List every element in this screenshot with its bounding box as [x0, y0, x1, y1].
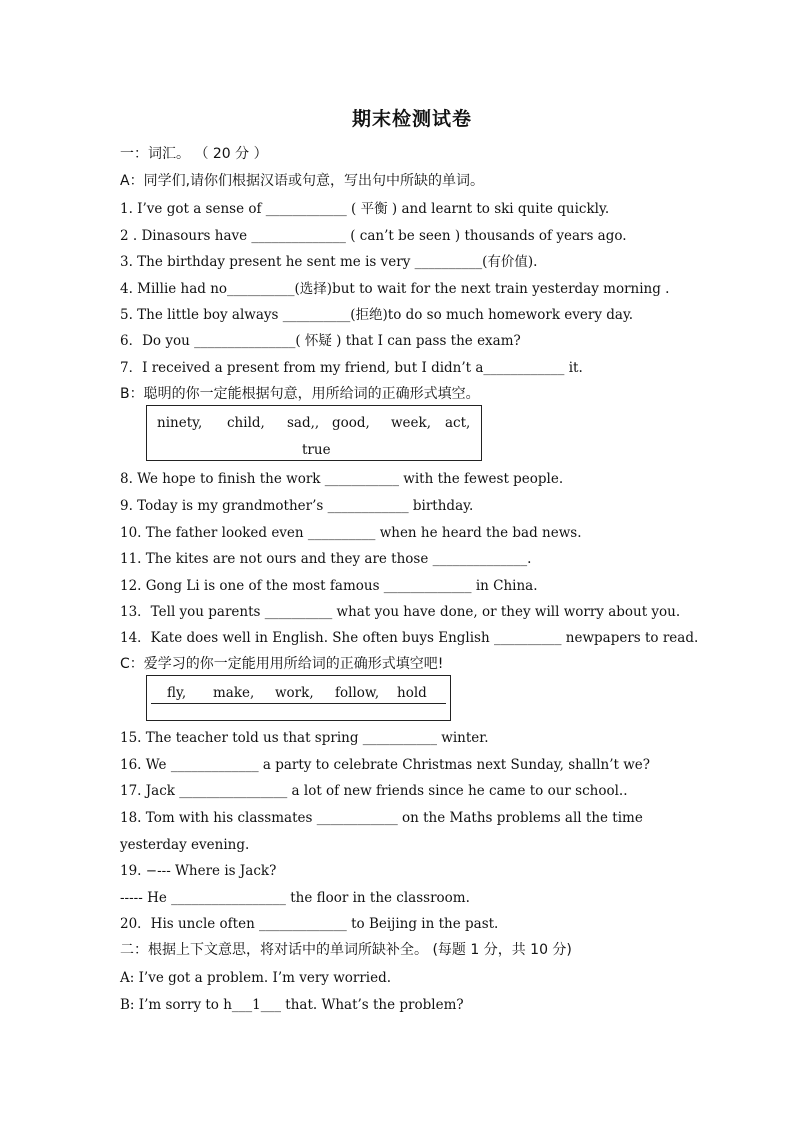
- question-3: 3. The birthday present he sent me is very __________(有价值).: [120, 254, 538, 270]
- word-bank-c: [146, 675, 451, 721]
- question-14: 14．Kate does well in English. She often buys English __________ newpapers to read.: [120, 630, 699, 646]
- word-bank-item: sad,,: [287, 415, 320, 431]
- question-16: 16. We _____________ a party to celebrate Christmas next Sunday, shalln’t we?: [120, 757, 651, 773]
- question-18: 18. Tom with his classmates ____________ on the Maths problems all the time: [120, 810, 643, 826]
- question-12: 12. Gong Li is one of the most famous _____________ in China.: [120, 578, 538, 594]
- question-20: 20．His uncle often _____________ to Beijing in the past.: [120, 916, 499, 932]
- word-bank-item: ninety,: [157, 415, 203, 431]
- word-bank-item: child,: [227, 415, 265, 431]
- question-10: 10. The father looked even __________ when he heard the bad news.: [120, 525, 582, 541]
- part-a-heading: A：同学们,请你们根据汉语或句意，写出句中所缺的单词。: [120, 173, 485, 189]
- question-7: 7．I received a present from my friend, but I didn’t a____________ it.: [120, 360, 583, 376]
- dialogue-line-a: A: I’ve got a problem. I’m very worried.: [120, 970, 392, 986]
- question-6: 6．Do you _______________( 怀疑 ) that I can pass the exam?: [120, 333, 521, 349]
- word-bank-item: make,: [213, 685, 255, 701]
- word-bank-item: act,: [445, 415, 471, 431]
- question-8: 8. We hope to finish the work ___________ with the fewest people.: [120, 471, 564, 487]
- question-13: 13．Tell you parents __________ what you have done, or they will worry about you.: [120, 604, 681, 620]
- word-bank-item: hold: [397, 685, 427, 701]
- question-4: 4. Millie had no__________(选择)but to wait for the next train yesterday morning .: [120, 281, 670, 297]
- section-1-heading: 一：词汇。 （ 20 分 ）: [120, 146, 268, 162]
- word-bank-b: [146, 405, 482, 461]
- page-title: 期末检测试卷: [351, 108, 472, 130]
- word-bank-item: follow,: [335, 685, 380, 701]
- part-b-heading: B：聪明的你一定能根据句意，用所给词的正确形式填空。: [120, 386, 480, 402]
- question-19-answer: ----- He _________________ the floor in the classroom.: [120, 890, 470, 906]
- question-1: 1. I’ve got a sense of ____________ ( 平衡 ) and learnt to ski quite quickly.: [120, 201, 610, 217]
- question-17: 17. Jack ________________ a lot of new friends since he came to our school..: [120, 783, 628, 799]
- question-5: 5. The little boy always __________(拒绝)to do so much homework every day.: [120, 307, 634, 323]
- question-19: 19. −--- Where is Jack?: [120, 863, 277, 879]
- question-18-continued: yesterday evening.: [120, 837, 250, 853]
- word-bank-item: fly,: [167, 685, 187, 701]
- dialogue-line-b: B: I’m sorry to h___1___ that. What’s the problem?: [120, 997, 464, 1013]
- word-bank-item: good,: [332, 415, 370, 431]
- word-bank-underline: [151, 703, 446, 704]
- question-9: 9. Today is my grandmother’s ____________ birthday.: [120, 498, 474, 514]
- question-15: 15. The teacher told us that spring ___________ winter.: [120, 730, 489, 746]
- question-2: 2 . Dinasours have ______________ ( can’t be seen ) thousands of years ago.: [120, 228, 627, 244]
- word-bank-item: week,: [391, 415, 432, 431]
- section-2-heading: 二：根据上下文意思，将对话中的单词所缺补全。 (每题 1 分，共 10 分): [120, 942, 572, 958]
- part-c-heading: C：爱学习的你一定能用用所给词的正确形式填空吧!: [120, 656, 444, 672]
- word-bank-item: true: [302, 442, 331, 458]
- question-11: 11. The kites are not ours and they are those ______________.: [120, 551, 532, 567]
- word-bank-item: work,: [275, 685, 314, 701]
